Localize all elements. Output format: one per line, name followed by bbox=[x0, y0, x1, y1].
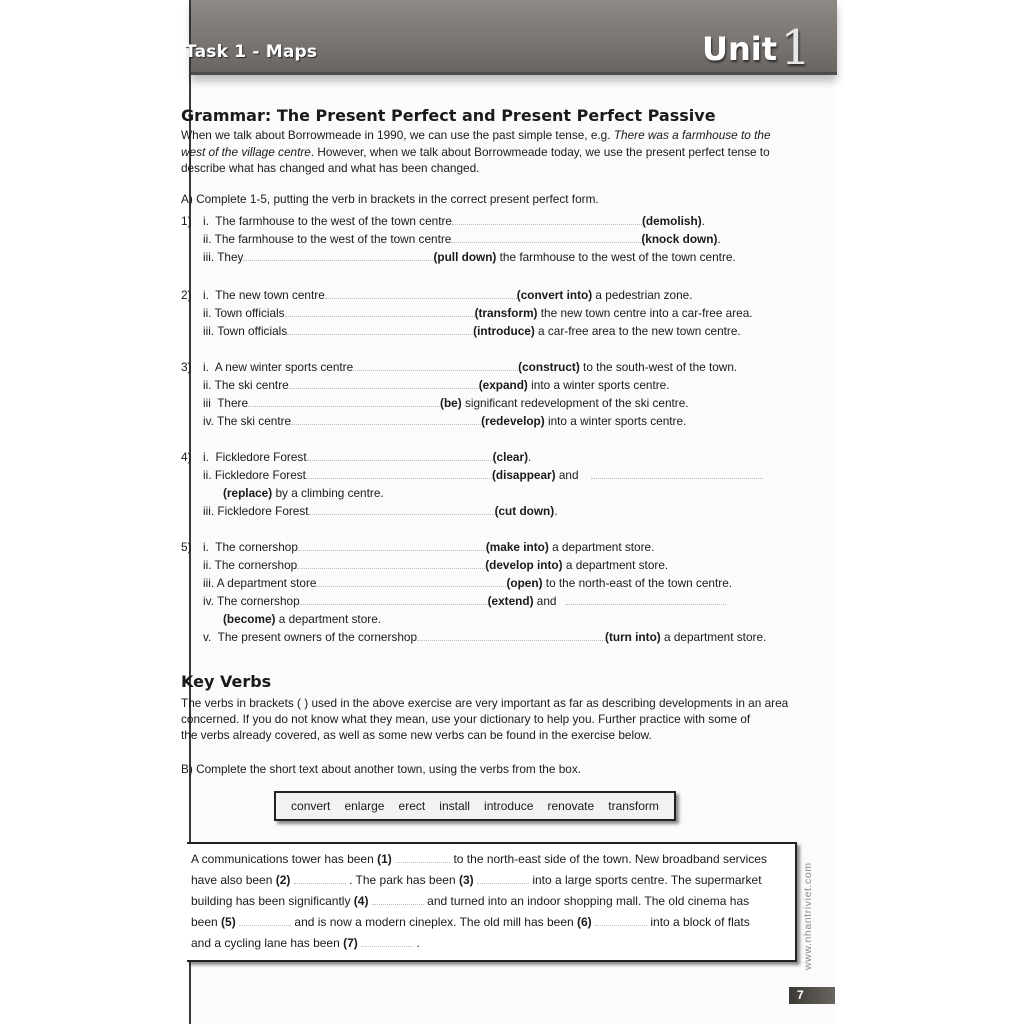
intro-example: There was a farmhouse to the bbox=[613, 128, 771, 142]
unit-number: 1 bbox=[780, 20, 811, 76]
exercise-item bbox=[203, 396, 689, 410]
exercise-item bbox=[203, 288, 692, 302]
exercise-item bbox=[203, 576, 732, 590]
item-after: into a winter sports centre. bbox=[544, 414, 687, 428]
exercise-item bbox=[203, 468, 763, 482]
item-after: the farmhouse to the west of the town centre. bbox=[496, 250, 736, 264]
item-verb: (pull down) bbox=[433, 250, 497, 264]
verb-option: renovate bbox=[547, 799, 595, 813]
gap-text: . bbox=[416, 936, 420, 950]
item-num: ii. bbox=[203, 306, 212, 320]
item-num: i. bbox=[203, 288, 209, 302]
answer-blank[interactable] bbox=[566, 594, 726, 605]
intro-text-2: . However, when we talk about Borrowmeade today, we use the present perfect tense to bbox=[310, 145, 770, 159]
item-after: a pedestrian zone. bbox=[592, 288, 693, 302]
exercise-item bbox=[203, 414, 686, 428]
gap-number: (7) bbox=[343, 936, 358, 950]
answer-blank[interactable] bbox=[298, 540, 486, 551]
answer-blank[interactable] bbox=[243, 250, 433, 261]
item-verb: (replace) bbox=[223, 486, 273, 500]
answer-blank[interactable] bbox=[452, 214, 642, 225]
gap-number: (3) bbox=[458, 873, 474, 887]
instruction-marker: A) bbox=[181, 192, 193, 206]
key-verbs-para-line-1: The verbs in brackets ( ) used in the above exercise are very important as far as describing developments in an area bbox=[181, 696, 789, 710]
item-after: a department store. bbox=[548, 540, 655, 554]
exercise-item bbox=[203, 630, 766, 644]
exercise-item bbox=[203, 378, 670, 392]
grammar-intro-line-1 bbox=[181, 128, 771, 142]
answer-blank[interactable] bbox=[309, 504, 495, 515]
exercise-item-continuation bbox=[223, 486, 384, 500]
item-text: The ski centre bbox=[217, 414, 292, 428]
instruction-text: Complete the short text about another town, using the verbs from the box. bbox=[196, 762, 582, 776]
item-verb: (demolish) bbox=[641, 214, 702, 228]
gap-text: and a cycling lane has been bbox=[191, 936, 344, 950]
item-num: ii. bbox=[203, 232, 212, 246]
exercise-marker: 2) bbox=[181, 288, 192, 302]
gap-text: to the north-east side of the town. New broadband services bbox=[453, 852, 767, 866]
item-text: A new winter sports centre bbox=[214, 360, 354, 374]
verb-option: convert bbox=[291, 799, 331, 813]
item-after: and bbox=[533, 594, 557, 608]
answer-blank[interactable] bbox=[289, 378, 479, 389]
item-text: The present owners of the cornershop bbox=[217, 630, 418, 644]
item-after: . bbox=[701, 214, 705, 228]
book-page bbox=[181, 0, 835, 1024]
item-verb: (construct) bbox=[518, 360, 580, 374]
exercise-item bbox=[203, 450, 531, 464]
answer-blank[interactable] bbox=[287, 324, 473, 335]
item-text: Fickledore Forest bbox=[214, 468, 306, 482]
answer-blank[interactable] bbox=[316, 576, 506, 587]
answer-blank[interactable] bbox=[306, 468, 492, 479]
item-num: iv. bbox=[203, 594, 214, 608]
item-after: by a climbing centre. bbox=[272, 486, 384, 500]
item-after: and bbox=[555, 468, 579, 482]
answer-blank[interactable] bbox=[297, 558, 485, 569]
item-verb: (open) bbox=[506, 576, 543, 590]
verb-option: transform bbox=[608, 799, 659, 813]
instruction-a bbox=[181, 192, 599, 206]
gap-text-line bbox=[191, 873, 762, 887]
item-text: There bbox=[217, 396, 249, 410]
gap-text: . The park has been bbox=[349, 873, 459, 887]
item-num: iii bbox=[203, 396, 211, 410]
item-verb: (develop into) bbox=[485, 558, 563, 572]
exercise-item bbox=[203, 594, 726, 608]
gap-text-line bbox=[191, 852, 767, 866]
exercise-marker: 4) bbox=[181, 450, 192, 464]
answer-blank[interactable] bbox=[451, 232, 641, 243]
item-after: a department store. bbox=[660, 630, 767, 644]
verb-box bbox=[274, 791, 676, 821]
item-after: . bbox=[717, 232, 721, 246]
unit-label: Unit bbox=[701, 30, 777, 68]
exercise-item bbox=[203, 558, 668, 572]
item-verb: (clear) bbox=[492, 450, 529, 464]
answer-blank[interactable] bbox=[417, 630, 605, 641]
exercise-item bbox=[203, 232, 721, 246]
item-text: The cornershop bbox=[214, 558, 298, 572]
verb-option: erect bbox=[398, 799, 426, 813]
gap-number: (6) bbox=[577, 915, 592, 929]
item-verb: (knock down) bbox=[641, 232, 718, 246]
unit-header-banner bbox=[185, 0, 837, 76]
instruction-marker: B) bbox=[181, 762, 193, 776]
item-num: i. bbox=[203, 540, 209, 554]
answer-blank[interactable] bbox=[395, 852, 450, 863]
answer-blank[interactable] bbox=[353, 360, 518, 371]
answer-blank[interactable] bbox=[361, 936, 413, 947]
item-after: to the north-east of the town centre. bbox=[542, 576, 733, 590]
item-num: v. bbox=[203, 630, 212, 644]
gap-number: (5) bbox=[221, 915, 236, 929]
item-verb: (be) bbox=[440, 396, 462, 410]
answer-blank[interactable] bbox=[285, 306, 475, 317]
item-verb: (become) bbox=[223, 612, 276, 626]
gap-fill-text-box bbox=[187, 842, 797, 962]
item-num: i. bbox=[203, 360, 209, 374]
verb-option: introduce bbox=[484, 799, 534, 813]
gap-text: building has been significantly bbox=[191, 894, 354, 908]
item-num: i. bbox=[203, 450, 209, 464]
verb-option: enlarge bbox=[344, 799, 385, 813]
item-verb: (convert into) bbox=[516, 288, 593, 302]
key-verbs-heading: Key Verbs bbox=[181, 672, 272, 691]
item-verb: (transform) bbox=[474, 306, 538, 320]
item-num: iii. bbox=[203, 504, 215, 518]
page-number: 7 bbox=[789, 987, 835, 1004]
item-after: the new town centre into a car-free area. bbox=[537, 306, 753, 320]
item-verb: (disappear) bbox=[491, 468, 556, 482]
item-num: iv. bbox=[203, 414, 214, 428]
item-text: The farmhouse to the west of the town centre bbox=[214, 232, 452, 246]
intro-text: When we talk about Borrowmeade in 1990, we can use the past simple tense, e.g. bbox=[181, 128, 614, 142]
exercise-item bbox=[203, 250, 736, 264]
answer-blank[interactable] bbox=[372, 894, 424, 905]
item-text: The farmhouse to the west of the town centre bbox=[215, 214, 452, 228]
exercise-marker: 3) bbox=[181, 360, 192, 374]
grammar-intro-line-3: describe what has changed and what has been changed. bbox=[181, 161, 480, 175]
verb-option: install bbox=[439, 799, 470, 813]
answer-blank[interactable] bbox=[307, 450, 493, 461]
item-verb: (turn into) bbox=[605, 630, 661, 644]
instruction-text: Complete 1-5, putting the verb in brackets in the correct present perfect form. bbox=[196, 192, 599, 206]
item-num: iii. bbox=[203, 324, 215, 338]
gap-text-line bbox=[191, 915, 750, 929]
exercise-item bbox=[203, 214, 705, 228]
exercise-item bbox=[203, 324, 741, 338]
gap-text-line bbox=[191, 936, 420, 950]
gap-number: (4) bbox=[353, 894, 369, 908]
gap-text: into a block of flats bbox=[650, 915, 750, 929]
item-after: a department store. bbox=[562, 558, 669, 572]
answer-blank[interactable] bbox=[239, 915, 291, 926]
item-verb: (expand) bbox=[478, 378, 528, 392]
exercise-item bbox=[203, 306, 753, 320]
item-after: a car-free area to the new town centre. bbox=[534, 324, 741, 338]
answer-blank[interactable] bbox=[477, 873, 529, 884]
exercise-item bbox=[203, 540, 654, 554]
exercise-item bbox=[203, 360, 737, 374]
exercise-item bbox=[203, 504, 557, 518]
item-verb: (extend) bbox=[487, 594, 534, 608]
item-after: significant redevelopment of the ski centre. bbox=[461, 396, 689, 410]
answer-blank[interactable] bbox=[248, 396, 440, 407]
item-text: Fickledore Forest bbox=[217, 504, 309, 518]
gap-text: and turned into an indoor shopping mall. The old cinema has bbox=[427, 894, 750, 908]
item-text: A department store bbox=[216, 576, 317, 590]
answer-blank[interactable] bbox=[591, 468, 763, 479]
item-verb: (make into) bbox=[485, 540, 549, 554]
gap-number: (1) bbox=[377, 852, 392, 866]
grammar-heading: Grammar: The Present Perfect and Present Perfect Passive bbox=[181, 106, 716, 125]
publisher-watermark: www.nhantriviet.com bbox=[802, 862, 814, 970]
grammar-intro-line-2 bbox=[181, 145, 770, 159]
key-verbs-para-line-3: the verbs already covered, as well as some new verbs can be found in the exercise below. bbox=[181, 728, 652, 742]
item-text: They bbox=[217, 250, 244, 264]
item-num: ii. bbox=[203, 378, 212, 392]
gap-text: A communications tower has been bbox=[191, 852, 378, 866]
answer-blank[interactable] bbox=[294, 873, 346, 884]
item-after: . bbox=[528, 450, 532, 464]
item-after: to the south-west of the town. bbox=[579, 360, 738, 374]
item-text: Town officials bbox=[217, 324, 288, 338]
item-num: iii. bbox=[203, 576, 215, 590]
item-verb: (redevelop) bbox=[481, 414, 545, 428]
exercise-marker: 5) bbox=[181, 540, 192, 554]
item-after: into a winter sports centre. bbox=[527, 378, 670, 392]
item-text: The ski centre bbox=[214, 378, 289, 392]
item-text: Town officials bbox=[214, 306, 285, 320]
intro-example-cont: west of the village centre bbox=[181, 145, 311, 159]
key-verbs-para-line-2: concerned. If you do not know what they mean, use your dictionary to help you. Further practice with some of bbox=[181, 712, 751, 726]
item-num: i. bbox=[203, 214, 209, 228]
item-text: The cornershop bbox=[215, 540, 298, 554]
exercise-marker: 1) bbox=[181, 214, 192, 228]
item-text: The new town centre bbox=[215, 288, 325, 302]
gap-text-line bbox=[191, 894, 749, 908]
answer-blank[interactable] bbox=[325, 288, 517, 299]
instruction-b bbox=[181, 762, 581, 776]
item-num: ii. bbox=[203, 468, 212, 482]
exercise-item-continuation bbox=[223, 612, 381, 626]
gap-text: have also been bbox=[191, 873, 276, 887]
item-verb: (cut down) bbox=[494, 504, 555, 518]
answer-blank[interactable] bbox=[595, 915, 647, 926]
item-after: . bbox=[554, 504, 558, 518]
gap-text: been bbox=[191, 915, 222, 929]
answer-blank[interactable] bbox=[291, 414, 481, 425]
gap-text: into a large sports centre. The supermarket bbox=[532, 873, 762, 887]
item-text: Fickledore Forest bbox=[215, 450, 307, 464]
gap-text: and is now a modern cineplex. The old mill has been bbox=[294, 915, 577, 929]
answer-blank[interactable] bbox=[300, 594, 488, 605]
task-title: Task 1 - Maps bbox=[185, 42, 318, 62]
item-after: a department store. bbox=[275, 612, 382, 626]
item-num: iii. bbox=[203, 250, 215, 264]
item-num: ii. bbox=[203, 558, 212, 572]
item-verb: (introduce) bbox=[473, 324, 535, 338]
item-text: The cornershop bbox=[217, 594, 300, 608]
gap-number: (2) bbox=[275, 873, 291, 887]
